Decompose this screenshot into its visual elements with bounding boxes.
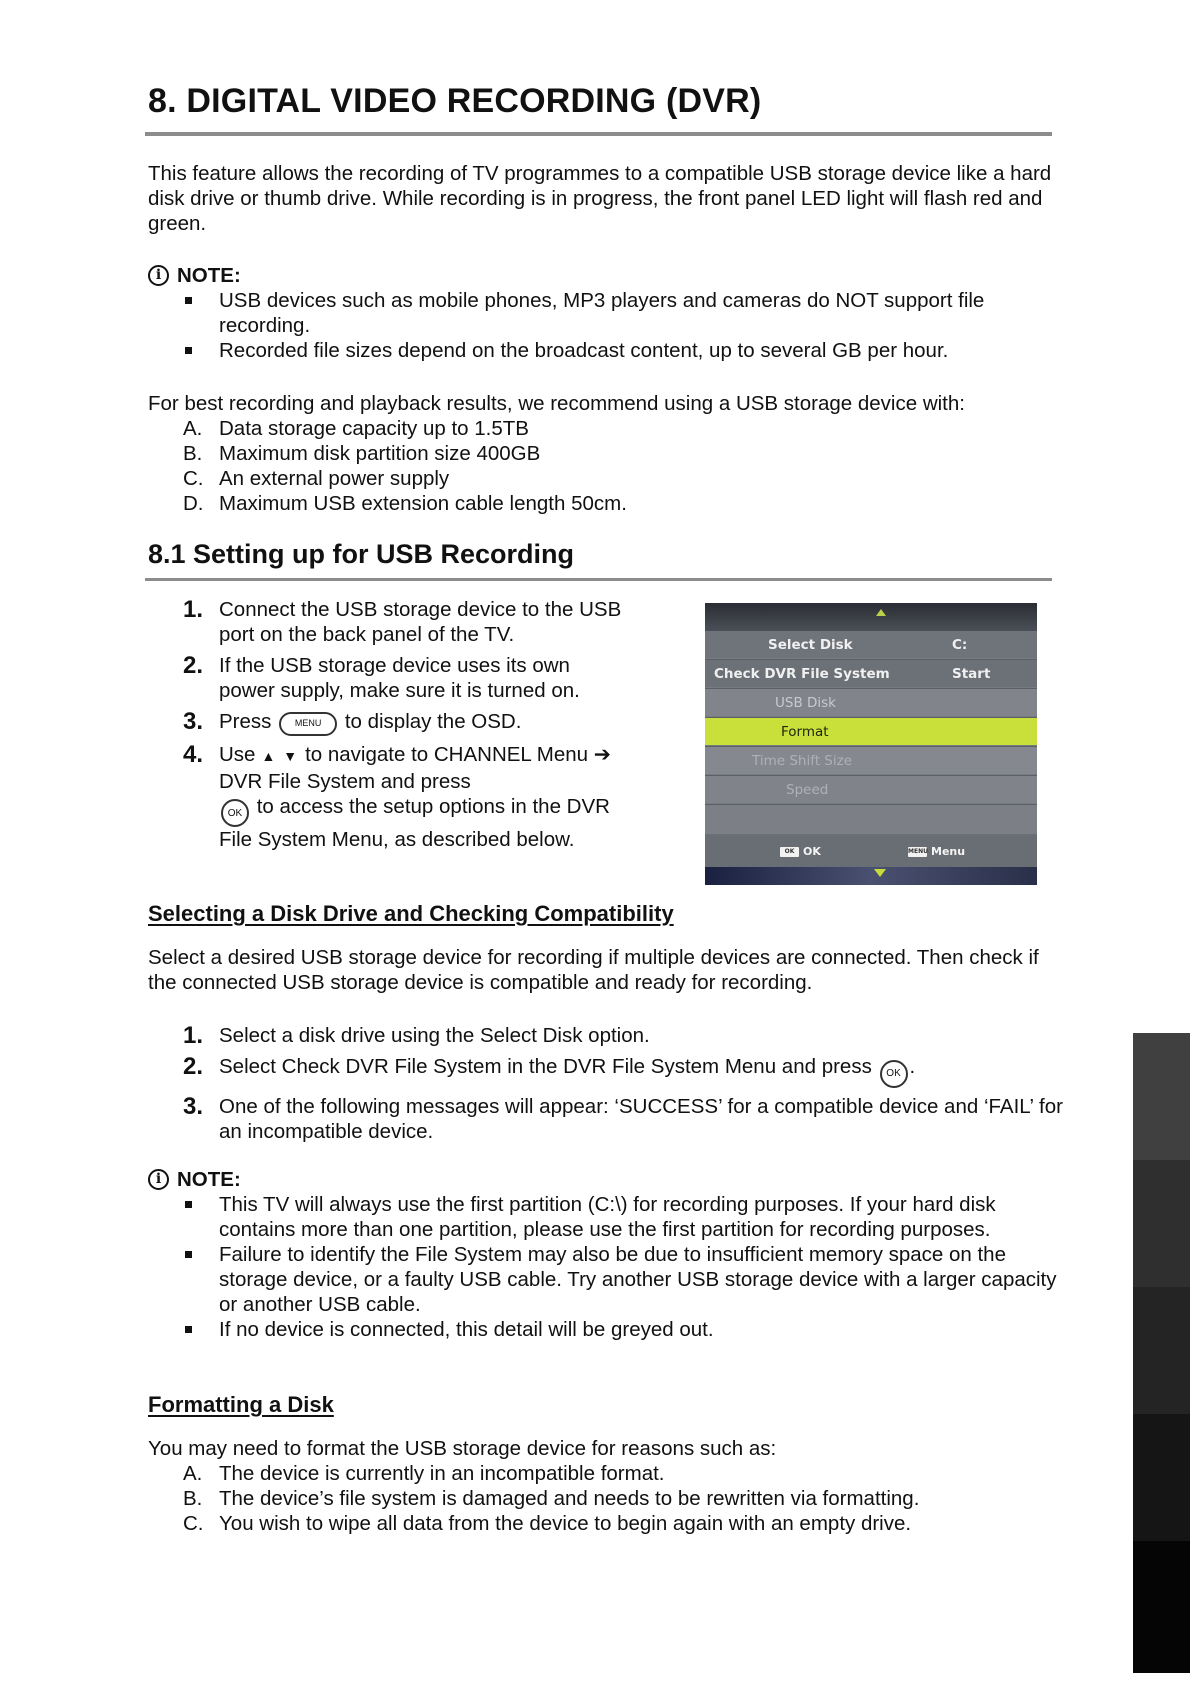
select-disk-heading: Selecting a Disk Drive and Checking Compatibility [148,901,674,926]
note-label: NOTE: [177,1168,241,1191]
scroll-down-icon [874,869,886,877]
chapter-tab [1133,1033,1190,1160]
step-item: 2. Select Check DVR File System in the DVR File System Menu and press OK . [183,1054,1063,1088]
chapter-tab [1133,1287,1190,1414]
scroll-up-icon [876,609,886,616]
osd-empty-row [705,805,1037,835]
osd-screenshot [705,603,1037,885]
osd-row-usb-disk: USB Disk [705,689,1037,717]
menu-key-icon: MENU [908,847,928,855]
menu-button-icon: MENU [279,712,337,736]
select-disk-steps [183,1023,1063,1144]
intro-paragraph: This feature allows the recording of TV programmes to a compatible USB storage device like a hard disk drive or thumb drive. While recording is in progress, the front panel LED light will flash red and green. [148,162,1052,235]
recommend-paragraph: For best recording and playback results, we recommend using a USB storage device with: [148,392,965,415]
step-item: 3. One of the following messages will appear: ‘SUCCESS’ for a compatible device and ‘FAIL’ for an incompatible device. [183,1092,1063,1143]
osd-row-select-disk: Select Disk C: [705,631,1037,659]
note-list [185,1192,1060,1342]
section-divider [145,578,1052,581]
info-icon: i [148,265,169,286]
step-item: 4. Use ▲ ▼ to navigate to CHANNEL Menu ➔ DVR File System and press OK to access the setup options in the DVR File System Menu, as described below. [183,740,611,851]
note-heading [148,1167,241,1192]
formatting-paragraph: You may need to format the USB storage device for reasons such as: [148,1437,777,1460]
ok-button-icon: OK [221,799,249,827]
formatting-list [183,1461,1063,1536]
step-item: 2. If the USB storage device uses its own power supply, make sure it is turned on. [183,652,580,702]
info-icon: i [148,1169,169,1190]
osd-footer [705,835,1037,867]
osd-row-check-dvr: Check DVR File System Start [705,660,1037,688]
title-divider [145,132,1052,136]
list-item: Recorded file sizes depend on the broadcast content, up to several GB per hour. [185,338,1060,363]
page-title: 8. DIGITAL VIDEO RECORDING (DVR) [148,82,762,120]
list-item: D. Maximum USB extension cable length 50cm. [183,492,627,515]
step-item: 3. Press MENU to display the OSD. [183,708,522,735]
select-disk-paragraph: Select a desired USB storage device for recording if multiple devices are connected. Then check if the connected USB storage device is compatible and ready for recording. [148,946,1039,994]
setup-steps [183,597,623,852]
chapter-tab [1133,1541,1190,1673]
list-item: C. An external power supply [183,467,450,490]
osd-menu-hint: MENU Menu [908,845,966,858]
list-item: This TV will always use the first partition (C:\) for recording purposes. If your hard disk contains more than one partition, please use the first partition for recording purposes. [185,1192,1060,1242]
up-down-arrows-icon: ▲ ▼ [261,747,300,764]
formatting-heading: Formatting a Disk [148,1392,334,1417]
osd-row-format: Format [705,718,1037,746]
list-item: A. The device is currently in an incompatible format. [183,1462,665,1485]
step-item: 1. Select a disk drive using the Select Disk option. [183,1022,650,1049]
step-item: 1. Connect the USB storage device to the USB port on the back panel of the TV. [183,596,622,646]
chapter-tab [1133,1160,1190,1287]
recommend-list [183,416,1063,516]
osd-row-time-shift: Time Shift Size [705,747,1037,775]
note-heading [148,263,241,288]
list-item: A. Data storage capacity up to 1.5TB [183,417,529,440]
section-title: 8.1 Setting up for USB Recording [148,539,575,569]
osd-row-speed: Speed [705,776,1037,804]
osd-top-bar [705,603,1037,631]
list-item: If no device is connected, this detail will be greyed out. [185,1317,1060,1342]
note-label: NOTE: [177,264,241,287]
list-item: Failure to identify the File System may also be due to insufficient memory space on the storage device, or a faulty USB cable. Try another USB storage device with a larger capacity or another USB cable. [185,1242,1060,1317]
note-list [185,288,1060,363]
list-item: B. The device’s file system is damaged and needs to be rewritten via formatting. [183,1487,920,1510]
chapter-tabs [1133,1033,1190,1673]
list-item: USB devices such as mobile phones, MP3 players and cameras do NOT support file recording. [185,288,1060,338]
list-item: B. Maximum disk partition size 400GB [183,442,541,465]
ok-key-icon: OK [780,847,799,857]
osd-ok-hint: OK OK [780,845,821,858]
chapter-tab [1133,1414,1190,1541]
ok-button-icon: OK [880,1060,908,1088]
osd-bottom-bar [705,867,1037,885]
list-item: C. You wish to wipe all data from the device to begin again with an empty drive. [183,1512,912,1535]
